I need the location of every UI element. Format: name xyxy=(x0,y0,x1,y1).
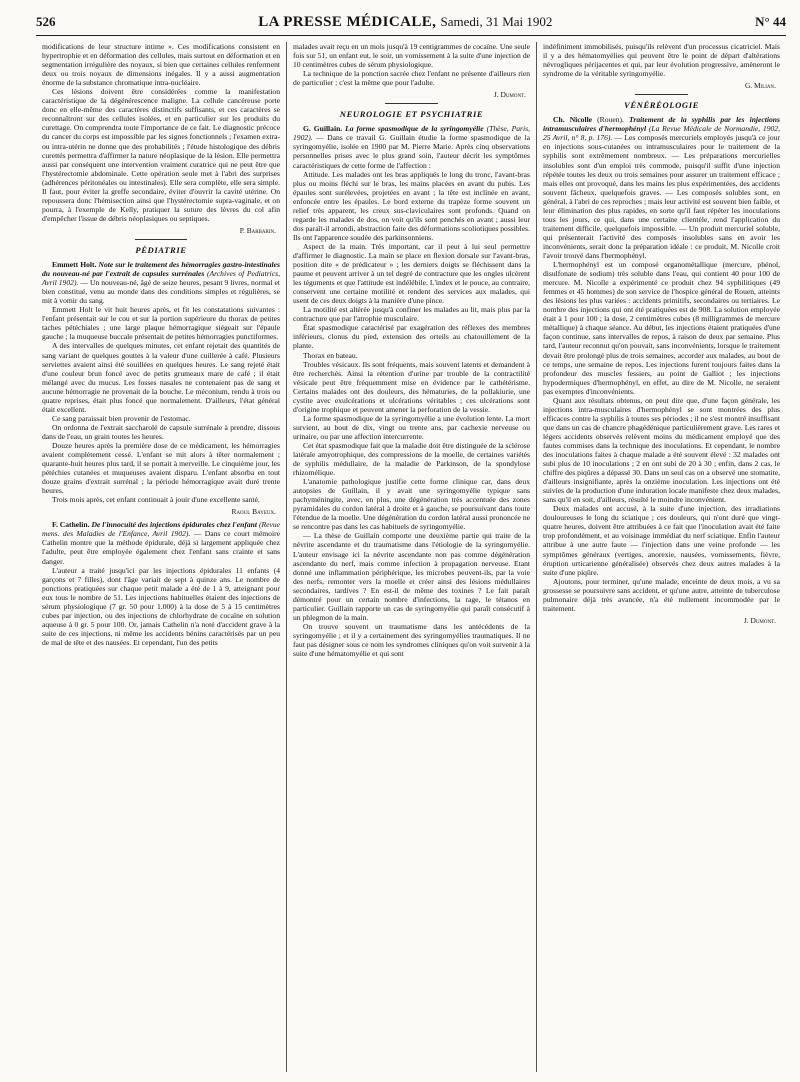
paragraph: — La thèse de Guillain comporte une deuxième partie qui traite de la névrite ascendante et du traumatisme dans l'étiologie de la syringomyélie. L'auteur envisage ici la névrite ascendante non pas comme dégénération ascendante du nerf, mais comme infection à propagation nerveuse. Etant donné une inflammation périphérique, les microbes peuvent-ils, par la voie des nerfs, remonter vers la moelle et créer ainsi des lésions médullaires secondaires, tardives ? En est-il de même des toxines ? Le fait paraît démontré pour un certain nombre d'infections, la rage, le tétanos en particulier. Guillain rapporte un cas de syringomyélie qui paraît consécutif à un phlegmon de la main. xyxy=(293,531,530,622)
issue-number: N° 44 xyxy=(755,14,786,29)
paragraph: Aspect de la main. Très important, car il peut à lui seul permettre d'affirmer le diagnostic. La main se place en flexion dorsale sur l'avant-bras, position dite « de prédicateur » ; les derniers doigts se fléchissent dans la paume et peuvent arriver à un tel degré de contracture que les ongles ulcèrent les téguments et que l'attitude est indélébile. L'index et le pouce, au contraire, conservent une certaine motilité et rendent des services aux malades, qui usent de ces deux doigts à la manière d'une pince. xyxy=(293,241,530,306)
paragraph: — Dans ce court mémoire Cathelin montre que la méthode épidurale, déjà si largement appliquée chez l'adulte, peut être employée également chez l'enfant sans crainte et sans danger. xyxy=(42,529,280,566)
paragraph: modifications de leur structure intime ». Ces modifications consistent en hypertrophie et en déformation des cellules, mais surtout en déformation et en segmentation irrégulière des noyaux, si bien que certaines cellules renferment deux ou trois noyaux de dimensions inégales. Il y a aussi augmentation énorme de la substance chromatique intra-nucléaire. xyxy=(42,42,280,88)
article-reference: (Thèse, Paris, 1902). xyxy=(293,124,530,143)
divider xyxy=(635,94,687,95)
paragraph: — Les composés mercuriels employés jusqu'à ce jour en injections sous-cutanées ou intramusculaires pour le traitement de la syphilis sont extrêmement nombreux. — Les préparations mercurielles insolubles sont d'un emploi très commode, puisqu'il suffit d'une injection répétée toutes les deux ou trois semaines pour assurer un traitement efficace ; mais elles ont provoqué, dans les mains les plus expérimentées, des accidents souvent fâcheux, quelquefois graves. — Les composés solubles sont, en général, à l'abri de ces reproches ; mais leur activité est souvent bien faible, et leur élimination des plus rapides, en sorte qu'il faut répéter les inoculations tous les jours, ce qui, dans une certaine clientèle, rend l'application du traitement difficile, quelquefois impossible. — Un produit mercuriel soluble, qui présenterait l'activité des composés insolubles sans en avoir les inconvénients, serait donc la préparation idéale : ce produit, M. Nicolle croit l'avoir trouvé dans l'hermophényl. xyxy=(543,133,780,260)
signature: P. Barbarin. xyxy=(239,225,276,235)
journal-title xyxy=(258,14,552,31)
article-author: Emmett Holt. xyxy=(52,260,97,270)
page-header xyxy=(36,14,786,36)
paragraph: Ajoutons, pour terminer, qu'une malade, enceinte de deux mois, a vu sa grossesse se poursuivre sans accident, et qu'une autre, atteinte de tuberculose pulmonaire déjà très avancée, n'a été nullement incommodée par le traitement. xyxy=(543,576,780,613)
paragraph: Ces lésions doivent être considérées comme la manifestation caractéristique de la dégénérescence maligne. La cellule cancéreuse porte donc en elle-même des caractères distinctifs suffisants, et ces caractères se reconnaîtront sur des cellules isolées, et en particulier sur les produits du curettage. On comprendra toute l'importance de ce fait. Le diagnostic précoce du cancer du corps est impossible par les signes fonctionnels ; l'examen extra- ou intra-utérin ne donne que des probabilités ; l'étude histologique des débris curettés permettra d'affirmer la nature néoplasique de la lésion. Elle permettra aussi par conséquent une intervention vraiment curatrice qui ne peut être que l'hystérectomie abdominale. Cette opération seule met à l'abri des surprises (adhérences péritonéales ou intestinales). Elle sera complète, elle sera simple. Il faut, pour éviter la greffe secondaire, éviter d'ouvrir la cavité utérine. On repoussera donc l'hémisection ainsi que l'hystérectomie supra-vaginale, et on pourra, à l'exemple de Kelly, pratiquer la suture des lèvres du col afin d'empêcher l'issue de débris néoplasiques ou septiques. xyxy=(42,87,280,223)
paragraph: indéfiniment immobilisés, puisqu'ils relèvent d'un processus cicatriciel. Mais il y a des hématomyélies qui peuvent être le point de départ d'altérations névrogliques périjacentes et qui, par leur évolution progressive, amèneront le syndrome de la véritable syringomyélie. xyxy=(543,42,780,79)
article-intro xyxy=(543,115,780,260)
paragraph: L'anatomie pathologique justifie cette forme clinique car, dans deux autopsies de Guillain, il y avait une syringomyélie typique sans pachyméningite, avec, en plus, une dégénération très accentuée des zones pyramidales du cordon latéral à droite et à gauche, se poursuivant dans toute l'étendue de la moelle. Une dégénération du cordon latéral aussi prononcée ne se rencontre pas dans les cas habituels de syringomyélie. xyxy=(293,477,530,532)
paragraph: Ce sang paraissait bien provenir de l'estomac. xyxy=(52,413,191,423)
paragraph: Douze heures après la première dose de ce médicament, les hémorragies avaient complètement cessé. L'enfant se mit alors à têter normalement ; quarante-huit heures plus tard, il se portait à merveille. Le cinquième jour, les pétéchies cutanées et muqueuses avaient disparu. L'enfant absorba en tout douze grains d'extrait surrénal ; la période hémorragique avait duré trente heures. xyxy=(42,440,280,496)
column-3 xyxy=(536,42,786,1072)
divider xyxy=(135,239,187,240)
section-heading: NEUROLOGIE ET PSYCHIATRIE xyxy=(339,109,484,120)
paragraph: malades avait reçu en un mois jusqu'à 19 centigrammes de cocaïne. Une seule fois sur 51, un enfant eut, le soir, un vomissement à la suite d'une injection de 10 centimètres cubes de sérum physiologique. xyxy=(293,42,530,70)
paragraph: La motilité est altérée jusqu'à confiner les malades au lit, mais plus par la contracture que par l'atrophie musculaire. xyxy=(293,305,530,324)
paragraph: Deux malades ont accusé, à la suite d'une injection, des irradiations douloureuses le long du sciatique ; ces douleurs, qui n'ont duré que vingt-quatre heures, doivent être attribuées à ce fait que l'inoculation avait été faite trop profondément, et au voisinage immédiat du nerf sciatique. Enfin l'auteur attribue à une autre faute — l'injection dans une veine profonde — les symptômes généraux (vertiges, anorexie, nausées, vomissements, fièvre, éruption urticarienne généralisée) observés chez deux autres malades à la suite d'une piqûre. xyxy=(543,504,780,577)
paragraph: La forme spasmodique de la syringomyélie a une évolution lente. La mort survient, au bout de dix, vingt ou trente ans, par cachexie nerveuse ou urinaire, ou par une affection intercurrente. xyxy=(293,413,530,441)
article-title: Traitement de la syphilis par les injections intramusculaires d'hermophényl xyxy=(543,115,780,134)
paragraph: Trois mois après, cet enfant continuait à jouir d'une excellente santé. xyxy=(52,495,260,505)
paragraph: Quant aux résultats obtenus, on peut dire que, d'une façon générale, les injections intra-musculaires d'hermophényl se sont montrées des plus efficaces contre la syphilis à toutes ses périodes ; il ne s'est montré insuffisant que dans un cas de chancre phagédénique particulièrement grave. Les rares et légers accidents observés relèvent moins du médicament employé que des fautes commises dans la technique des inoculations. Et cependant, le nombre des inoculations faites à chaque malade a été souvent élevé : 32 malades ont subi plus de 10 inoculations ; 2 en ont subi de 20 à 30 ; enfin, dans 2 cas, le chiffre des piqûres a dépassé 30. Dans un seul cas on a observé une stomatite, d'ailleurs insignifiante, après la onzième inoculation. Les injections ont été suivies de la production d'une induration locale manifeste chez deux malades, sans qu'il en soit, d'ailleurs, résulté le moindre inconvénient. xyxy=(543,395,780,505)
paragraph: On ordonna de l'extrait saccharolé de capsule surrénale à prendre, dissous dans de l'eau, un grain toutes les heures. xyxy=(42,422,280,441)
paragraph: — Dans ce travail G. Guillain étudie la forme spasmodique de la syringomyélie, isolée en 1900 par M. Pierre Marie. Après cinq observations personnelles prises avec le plus grand soin, l'auteur décrit les symptômes caractéristiques de cette forme de l'affection : xyxy=(293,133,530,170)
paragraph: On trouve souvent un traumatisme dans les antécédents de la syringomyélie ; et il y a certainement des syringomyélies traumatiques. Il ne faut pas désigner sous ce nom les syndromes cliniques qu'on voit survenir à la suite d'une hématomyélie et qui sont xyxy=(293,621,530,659)
article-intro xyxy=(42,260,280,305)
article-title: De l'innocuité des injections épidurales chez l'enfant xyxy=(91,520,257,530)
article-title: Note sur le traitement des hémorragies gastro-intestinales du nouveau-né par l'extrait de capsules surrénales xyxy=(42,260,280,279)
article-reference: (Revue mens. des Maladies de l'Enfance, Avril 1902). xyxy=(42,520,281,539)
article-reference: (Archives of Pediatrics, Avril 1902). xyxy=(42,269,280,288)
paragraph: L'hermophényl est un composé organométallique (mercure, phénol, disulfonate de sodium) très soluble dans l'eau, qui contient 40 pour 100 de mercure. M. Nicolle a expérimenté ce produit chez 94 syphilitiques (49 femmes et 45 hommes) de son service de l'hospice général de Rouen, atteints des lésions les plus variées : accidents primitifs, secondaires ou tertiaires. Le nombre des injections qui ont été pratiquées est de 908. La solution employée était à 1 pour 100 ; la dose, 2 centimètres cubes (8 milligrammes de mercure métallique) à chaque séance. Au début, les injections étaient pratiquées d'une façon continue, sans intervalles de repos, à raison de deux par semaine. Plus tard, l'auteur reconnut qu'on pouvait, sans inconvénients, lorsque le traitement devait être prolongé plus de trois semaines, accorder aux malades, au bout de ce temps, une semaine de repos. Les injections furent toujours faites dans la profondeur des muscles fessiers, au point de Galliot ; les injections hypodermiques d'hermophényl, en effet, au dire de M. Nicolle, ne seraient pas exemptes d'inconvénients. xyxy=(543,260,780,396)
page-number: 526 xyxy=(36,14,56,29)
article-columns xyxy=(36,42,786,1072)
section-heading: VÉNÉRÉOLOGIE xyxy=(623,100,699,111)
paragraph: La technique de la ponction sacrée chez l'enfant ne présente d'ailleurs rien de particulier ; c'est la même que pour l'adulte. xyxy=(293,69,530,88)
signature: J. Dumont. xyxy=(743,615,776,625)
article-author: F. Cathelin. xyxy=(52,520,90,530)
journal-name: LA PRESSE MÉDICALE, xyxy=(258,14,437,30)
article-intro xyxy=(293,124,530,169)
column-2 xyxy=(286,42,536,1072)
paragraph: Attitude. Les malades ont les bras appliqués le long du tronc, l'avant-bras plus ou moins fléchi sur le bras, les mains placées en avant du pubis. Les épaules sont surélevées, projetées en avant ; la tête est inclinée en avant, enfoncée entre les épaules. Le bord externe du trapèze forme souvent un relief très apparent, les creux sus-claviculaires sont profonds. Quand on regarde les malades de dos, on voit qu'ils sont penchés en avant ; aussi leur dos paraît-il arrondi, abstraction faite des déformations scoliotiques possibles. Ils ont l'apparence soudée des parkinsonniens. xyxy=(293,169,530,242)
article-author: Ch. Nicolle xyxy=(553,115,593,125)
paragraph: Cet état spasmodique fait que la maladie doit être distinguée de la sclérose latérale amyotrophique, des compressions de la moelle, de certaines variétés de syphilis médullaire, de la maladie de Parkinson, de la spondylose rhizomélique. xyxy=(293,440,530,478)
paragraph: A des intervalles de quelques minutes, cet enfant rejetait des quantités de sang variant de quelques gouttes à la valeur d'une cuillerée à café. Plusieurs serviettes avaient ainsi été souillées en quelques heures. Le sang rejeté était d'une couleur brun foncé avec de petits grumeaux mare de café ; il était mélangé avec du mucus. Les fosses nasales ne contenaient pas de sang et aucune hémorragie ne provenait de la bouche. Le méconium, rendu à trois ou quatre reprises, était plus foncé que normalement. D'ailleurs, l'état général était excellent. xyxy=(42,341,280,414)
issue-date: Samedi, 31 Mai 1902 xyxy=(440,14,553,29)
signature: G. Milian. xyxy=(744,81,776,91)
paragraph: Troubles vésicaux. Ils sont fréquents, mais souvent latents et demandent à être recherchés. Ainsi la rétention d'urine par trouble de la contractilité vésicale peut être fréquemment mise en évidence par le cathétérisme. Certains malades ont des douleurs, des hématuries, de la pollakiurie, une cystite avec exulcérations et ulcérations véritables ; ces ulcérations sont d'origine trophique et peuvent amener la perforation de la vessie. xyxy=(293,359,530,414)
article-place: (Rouen). xyxy=(597,115,624,125)
paragraph: Thorax en bateau. xyxy=(303,350,358,360)
article-author: G. Guillain. xyxy=(303,124,343,134)
article-title: La forme spasmodique de la syringomyélie xyxy=(345,124,484,134)
article-intro xyxy=(42,520,280,565)
column-1 xyxy=(36,42,286,1072)
article-reference: (La Revue Médicale de Normandie, 1902, 25 Avril, n° 8, p. 176). xyxy=(543,124,780,143)
paragraph: L'auteur a traité jusqu'ici par les injections épidurales 11 enfants (4 garçons et 7 filles), dont l'âge variait de sept à quinze ans. Le nombre de ponctions pratiquées sur chaque petit malade a été de 1 à 9, atteignant pour eux tous le nombre de 51. Les injections habituelles étaient des injections de sérum physiologique (7 gr. 50 pour 1.000) à la dose de 5 à 15 centimètres cubes par injection, ou des injections de chlorhydrate de cocaïne en solution aqueuse à 0 gr. 5 pour 100. Or, jamais Cathelin n'a noté d'accident grave à la suite de ces injections, ni même les accidents bénins caractérisés par un peu de mal de tête et des nausées. Et cependant, l'un des petits xyxy=(42,565,280,647)
section-heading: PÉDIATRIE xyxy=(135,244,187,255)
signature: Raoul Bayeux. xyxy=(231,507,276,517)
paragraph: — Un nouveau-né, âgé de seize heures, pesant 9 livres, normal et bien constitué, venu au monde dans des conditions simples et régulières, se mit à vomir du sang. xyxy=(42,278,280,306)
signature: J. Dumont. xyxy=(493,90,526,100)
paragraph: Emmett Holt le vit huit heures après, et fit les constatations suivantes : l'enfant présentait sur le cou et sur la portion supérieure du thorax de petites taches pétéchiales ; une large plaque hémorragique siégeait sur l'épaule gauche ; la muqueuse buccale présentait de petites hémorragies punctiformes. xyxy=(42,305,280,342)
divider xyxy=(385,103,437,104)
paragraph: État spasmodique caractérisé par exagération des réflexes des membres inférieurs, clonus du pied, extension des orteils au chatouillement de la plante. xyxy=(293,323,530,351)
